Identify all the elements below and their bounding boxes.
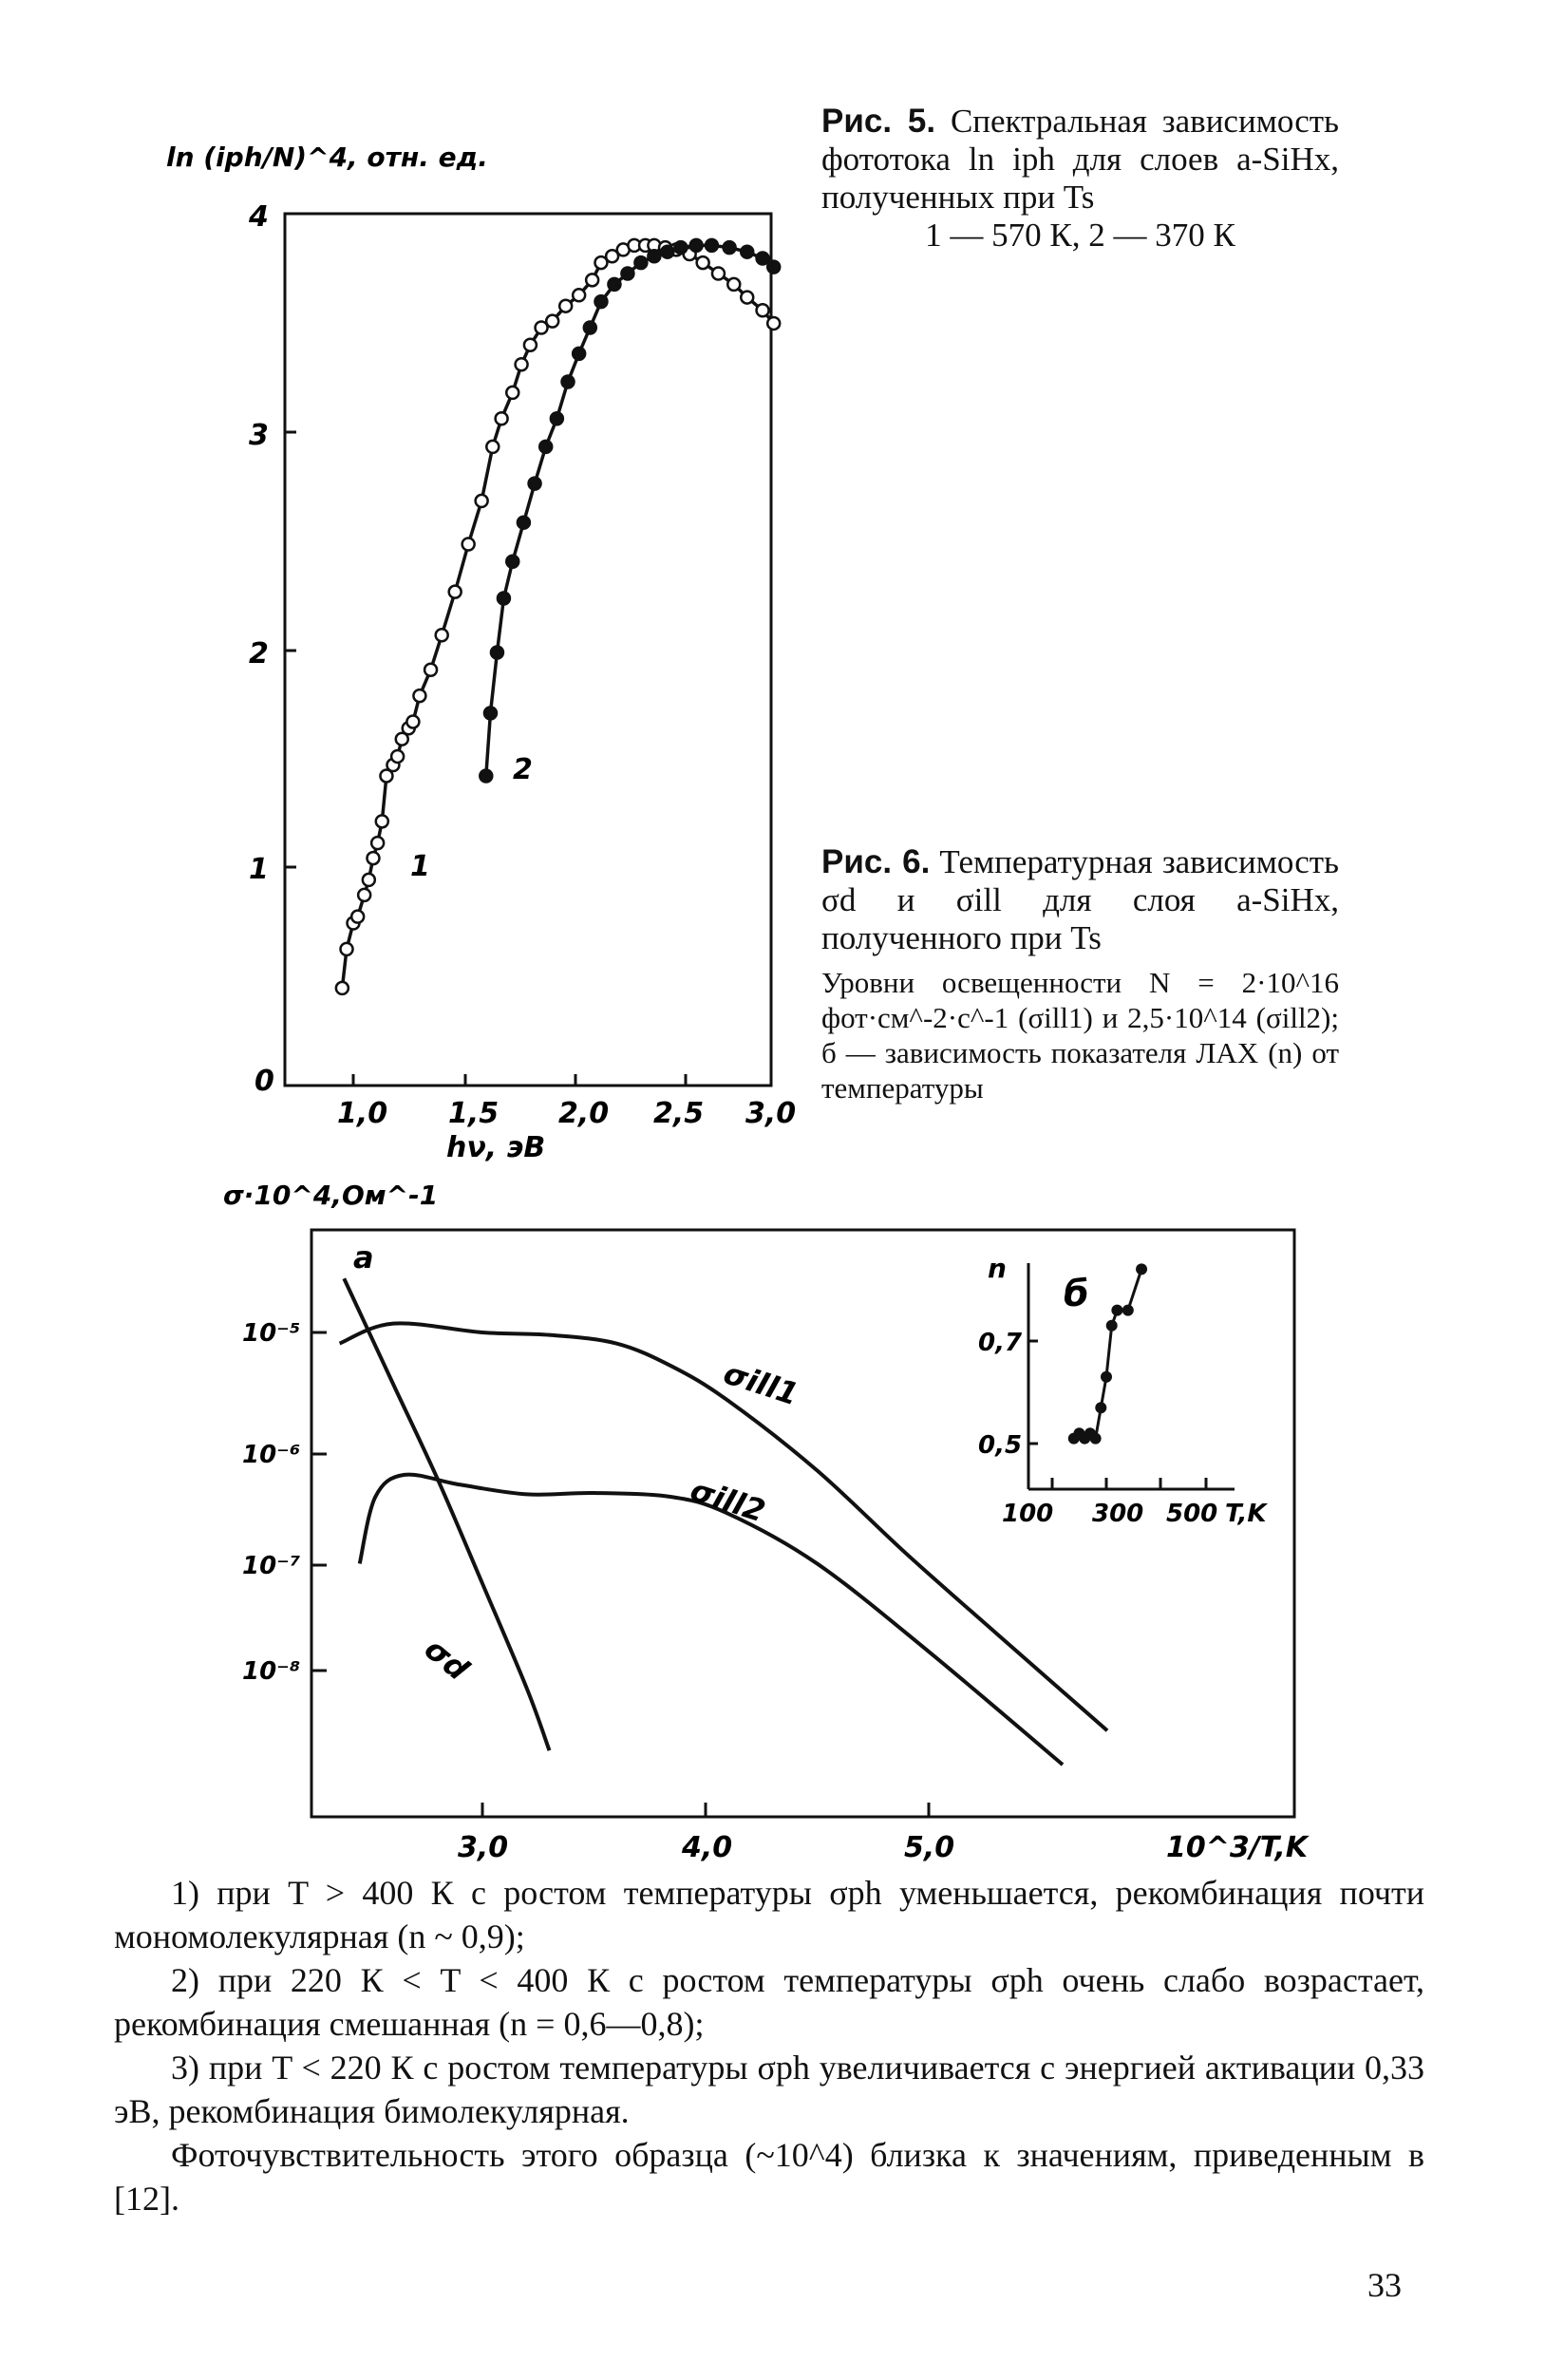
fig6-xtick-5.0: 5,0 bbox=[904, 1831, 955, 1864]
fig6-caption bbox=[821, 843, 1339, 1105]
fig6-inset-x-label: T,K bbox=[1225, 1500, 1267, 1528]
fig5-point-2-16 bbox=[648, 250, 660, 262]
fig6-curve-label-sigma-ill2: σill2 bbox=[686, 1471, 770, 1530]
body-text bbox=[114, 1871, 1424, 2220]
fig6-chart bbox=[0, 1168, 1546, 1880]
fig5-xtick-2.5: 2,5 bbox=[653, 1097, 705, 1130]
fig5-point-1-1 bbox=[341, 943, 353, 955]
fig5-point-1-27 bbox=[546, 315, 558, 328]
fig5-point-1-14 bbox=[406, 715, 419, 727]
fig5-point-1-0 bbox=[336, 982, 349, 994]
fig6-ytick-1e-8: 10⁻⁸ bbox=[242, 1657, 301, 1686]
page-number: 33 bbox=[1367, 2266, 1402, 2304]
fig5-point-1-45 bbox=[767, 317, 780, 330]
fig5-point-2-9 bbox=[562, 376, 575, 388]
fig6-inset-point-5 bbox=[1095, 1402, 1106, 1413]
fig5-point-2-4 bbox=[506, 556, 518, 568]
fig6-inset bbox=[978, 1253, 1268, 1528]
fig5-ytick-4: 4 bbox=[249, 200, 269, 234]
fig6-ytick-1e-5: 10⁻⁵ bbox=[242, 1319, 301, 1348]
fig6-inset-xtick-100: 100 bbox=[1002, 1500, 1054, 1528]
fig5-point-1-30 bbox=[586, 274, 598, 286]
fig5-plot-area bbox=[336, 239, 780, 994]
fig6-y-axis-label: σ·10^4,Ом^-1 bbox=[223, 1180, 439, 1211]
fig5-point-1-44 bbox=[757, 304, 769, 316]
fig5-point-1-43 bbox=[741, 292, 753, 304]
fig6-panel-a-label: а bbox=[353, 1239, 374, 1275]
fig5-point-2-24 bbox=[767, 261, 780, 274]
fig5-point-1-19 bbox=[462, 538, 475, 551]
fig5-point-1-24 bbox=[516, 358, 528, 370]
fig5-point-2-1 bbox=[484, 707, 497, 719]
fig5-x-ticks bbox=[337, 1074, 796, 1130]
fig6-line-σill2 bbox=[360, 1475, 1063, 1765]
fig5-xtick-1.5: 1,5 bbox=[448, 1097, 500, 1130]
fig5-point-2-10 bbox=[573, 348, 585, 360]
fig5-point-1-5 bbox=[363, 874, 375, 886]
fig6-x-ticks bbox=[458, 1803, 954, 1864]
fig5-point-2-0 bbox=[480, 769, 492, 782]
fig6-inset-point-8 bbox=[1111, 1305, 1122, 1316]
fig6-inset-xtick-500: 500 bbox=[1166, 1500, 1218, 1528]
fig6-inset-xtick-300: 300 bbox=[1092, 1500, 1144, 1528]
fig6-x-axis-label: 10^3/T,K bbox=[1166, 1831, 1309, 1864]
fig6-caption-text: Температурная зависимость σd и σill для слоя a-SiHx, полученного при Ts bbox=[821, 843, 1340, 956]
fig6-y-ticks bbox=[242, 1319, 327, 1686]
fig5-point-2-7 bbox=[539, 441, 552, 453]
fig5-point-2-23 bbox=[757, 253, 769, 265]
fig5-curve-label-2: 2 bbox=[513, 753, 533, 786]
fig5-point-2-20 bbox=[706, 239, 718, 252]
fig5-point-2-2 bbox=[491, 647, 503, 659]
fig5-point-1-11 bbox=[391, 750, 404, 763]
fig5-point-2-13 bbox=[608, 278, 620, 291]
fig5-ytick-3: 3 bbox=[249, 419, 269, 452]
fig5-caption bbox=[821, 103, 1339, 255]
fig5-point-2-21 bbox=[724, 241, 736, 254]
fig5-xtick-3.0: 3,0 bbox=[745, 1097, 797, 1130]
fig6-curve-label-sigma-ill1: σill1 bbox=[719, 1354, 803, 1413]
fig6-inset-ytick-0.5: 0,5 bbox=[978, 1431, 1023, 1460]
fig6-inset-point-10 bbox=[1136, 1263, 1147, 1275]
fig5-point-1-23 bbox=[506, 387, 518, 399]
fig6-caption-label: Рис. 6. bbox=[821, 843, 931, 880]
fig5-point-2-17 bbox=[661, 246, 673, 258]
fig5-x-axis-label: hν, эВ bbox=[446, 1131, 546, 1164]
fig5-point-1-16 bbox=[424, 664, 437, 676]
fig5-point-1-22 bbox=[496, 412, 508, 425]
body-item-3: 3) при T < 220 К с ростом температуры σph увеличивается с энергией активации 0,33 эВ, рекомбинация бимолекулярная. bbox=[114, 2049, 1424, 2130]
fig5-caption-sub: 1 — 570 К, 2 — 370 К bbox=[925, 217, 1235, 254]
fig5-y-axis-label: ln (iph/N)^4, отн. ед. bbox=[166, 142, 488, 173]
fig5-point-1-29 bbox=[573, 289, 585, 301]
fig5-point-2-18 bbox=[674, 241, 687, 254]
fig6-panel-b-label: б bbox=[1064, 1273, 1089, 1314]
body-paragraph: Фоточувствительность этого образца (~10^4) близка к значениям, приведенным в [12]. bbox=[114, 2136, 1424, 2218]
fig5-caption-label: Рис. 5. bbox=[821, 103, 936, 140]
fig6-ytick-1e-7: 10⁻⁷ bbox=[242, 1552, 301, 1580]
fig5-point-1-17 bbox=[436, 629, 448, 641]
fig6-curve-label-sigma-d: σd bbox=[417, 1631, 476, 1688]
fig5-point-2-6 bbox=[529, 478, 541, 490]
fig5-point-1-21 bbox=[486, 441, 499, 453]
fig6-inset-point-7 bbox=[1106, 1320, 1118, 1332]
fig6-inset-point-9 bbox=[1122, 1305, 1134, 1316]
fig5-point-2-14 bbox=[621, 268, 633, 280]
fig5-point-2-22 bbox=[741, 246, 753, 258]
fig5-point-1-28 bbox=[559, 300, 572, 312]
fig5-ytick-0: 0 bbox=[255, 1065, 274, 1098]
fig5-point-2-5 bbox=[518, 517, 530, 529]
fig5-point-2-11 bbox=[584, 322, 596, 334]
fig5-point-1-8 bbox=[376, 815, 388, 827]
fig5-point-2-19 bbox=[690, 239, 703, 252]
fig6-xtick-3.0: 3,0 bbox=[458, 1831, 509, 1864]
fig5-line-2 bbox=[486, 245, 774, 776]
fig5-point-1-18 bbox=[449, 586, 462, 598]
fig5-point-1-40 bbox=[697, 256, 709, 269]
fig5-point-1-3 bbox=[351, 911, 364, 923]
fig5-point-1-42 bbox=[727, 278, 740, 291]
fig5-xtick-1.0: 1,0 bbox=[337, 1097, 388, 1130]
fig5-y-ticks bbox=[248, 200, 296, 1098]
fig6-inset-point-6 bbox=[1101, 1371, 1112, 1383]
fig5-ytick-2: 2 bbox=[249, 637, 269, 671]
fig5-point-2-15 bbox=[634, 256, 647, 269]
fig5-point-1-6 bbox=[367, 852, 379, 864]
fig6-ytick-1e-6: 10⁻⁶ bbox=[242, 1441, 301, 1469]
fig5-ytick-1: 1 bbox=[249, 853, 269, 886]
fig6-inset-y-label: n bbox=[988, 1253, 1007, 1284]
fig5-caption-text: Спектральная зависимость фототока ln iph для слоев a-SiHx, полученных при Ts bbox=[821, 103, 1339, 216]
fig6-xtick-4.0: 4,0 bbox=[682, 1831, 733, 1864]
fig5-point-1-15 bbox=[413, 689, 425, 702]
fig5-point-1-25 bbox=[524, 339, 537, 351]
fig5-curve-label-1: 1 bbox=[410, 850, 430, 883]
fig5-point-2-12 bbox=[594, 295, 607, 308]
fig5-point-1-4 bbox=[358, 889, 370, 901]
body-item-1: 1) при T > 400 К с ростом температуры σph уменьшается, рекомбинация почти мономолекулярная (n ~ 0,9); bbox=[114, 1874, 1424, 1955]
fig5-point-2-8 bbox=[551, 412, 563, 425]
fig5-xtick-2.0: 2,0 bbox=[558, 1097, 610, 1130]
fig5-point-1-7 bbox=[371, 837, 384, 849]
fig6-inset-ytick-0.7: 0,7 bbox=[978, 1329, 1023, 1357]
fig5-line-1 bbox=[342, 245, 773, 988]
fig5-point-1-20 bbox=[476, 495, 488, 507]
fig5-point-2-3 bbox=[498, 593, 510, 605]
fig6-caption-sub: Уровни освещенности N = 2·10^16 фот·см^-2·с^-1 (σill1) и 2,5·10^14 (σill2); б — зависимость показателя ЛАХ (n) от температуры bbox=[821, 966, 1339, 1105]
body-item-2: 2) при 220 К < T < 400 К с ростом температуры σph очень слабо возрастает, рекомбинация смешанная (n = 0,6—0,8); bbox=[114, 1961, 1424, 2043]
fig6-inset-point-4 bbox=[1090, 1433, 1102, 1445]
fig5-point-1-41 bbox=[712, 268, 725, 280]
